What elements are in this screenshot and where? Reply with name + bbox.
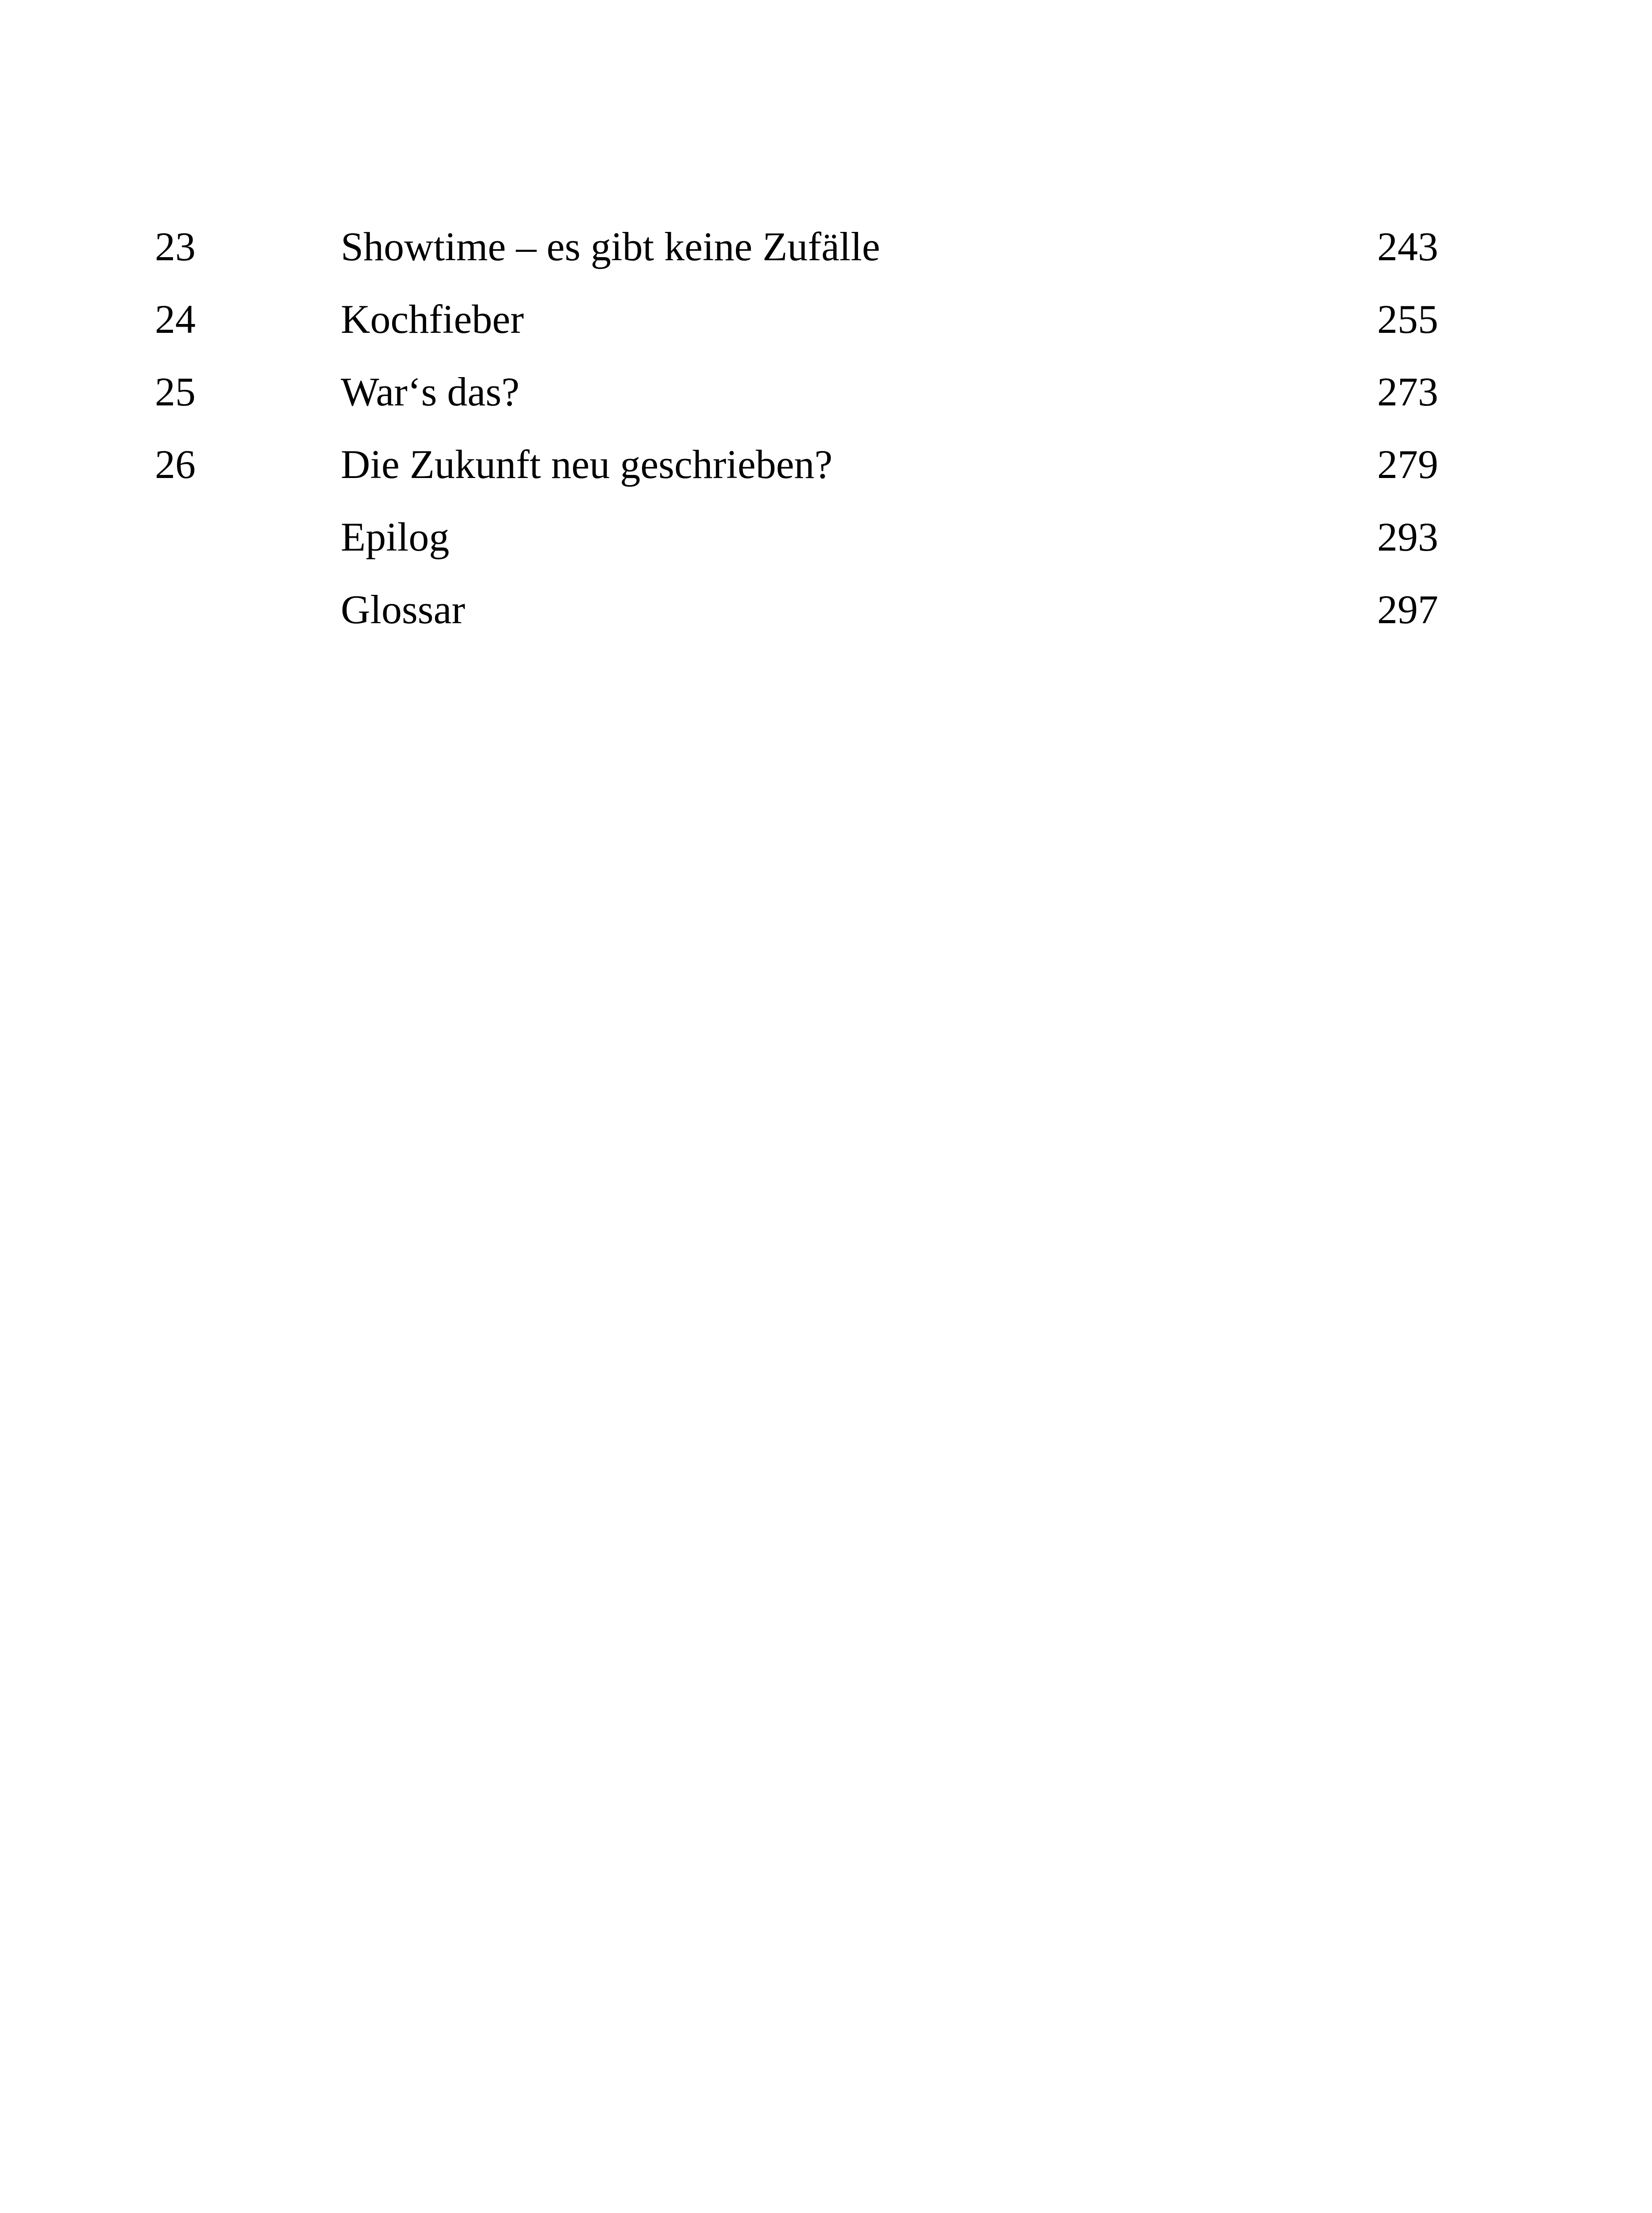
toc-entry <box>155 355 1438 428</box>
page-number: 297 <box>1377 587 1438 632</box>
chapter-title: War‘s das? <box>341 369 520 414</box>
chapter-title: Epilog <box>341 514 450 559</box>
toc-entry <box>155 283 1438 355</box>
toc-entry <box>155 573 1438 646</box>
toc-entry <box>155 428 1438 501</box>
chapter-title: Showtime – es gibt keine Zufälle <box>341 224 880 269</box>
page-number: 243 <box>1377 224 1438 269</box>
page-number: 279 <box>1377 442 1438 487</box>
page-number: 273 <box>1377 369 1438 414</box>
chapter-number: 24 <box>155 297 196 342</box>
chapter-title: Glossar <box>341 587 466 632</box>
chapter-number: 26 <box>155 442 196 487</box>
table-of-contents <box>155 210 1438 646</box>
chapter-title: Kochfieber <box>341 297 524 342</box>
toc-entry <box>155 501 1438 573</box>
chapter-number: 25 <box>155 369 196 414</box>
chapter-title: Die Zukunft neu geschrieben? <box>341 442 833 487</box>
page-number: 255 <box>1377 297 1438 342</box>
chapter-number: 23 <box>155 224 196 269</box>
toc-entry <box>155 210 1438 283</box>
page-number: 293 <box>1377 514 1438 559</box>
